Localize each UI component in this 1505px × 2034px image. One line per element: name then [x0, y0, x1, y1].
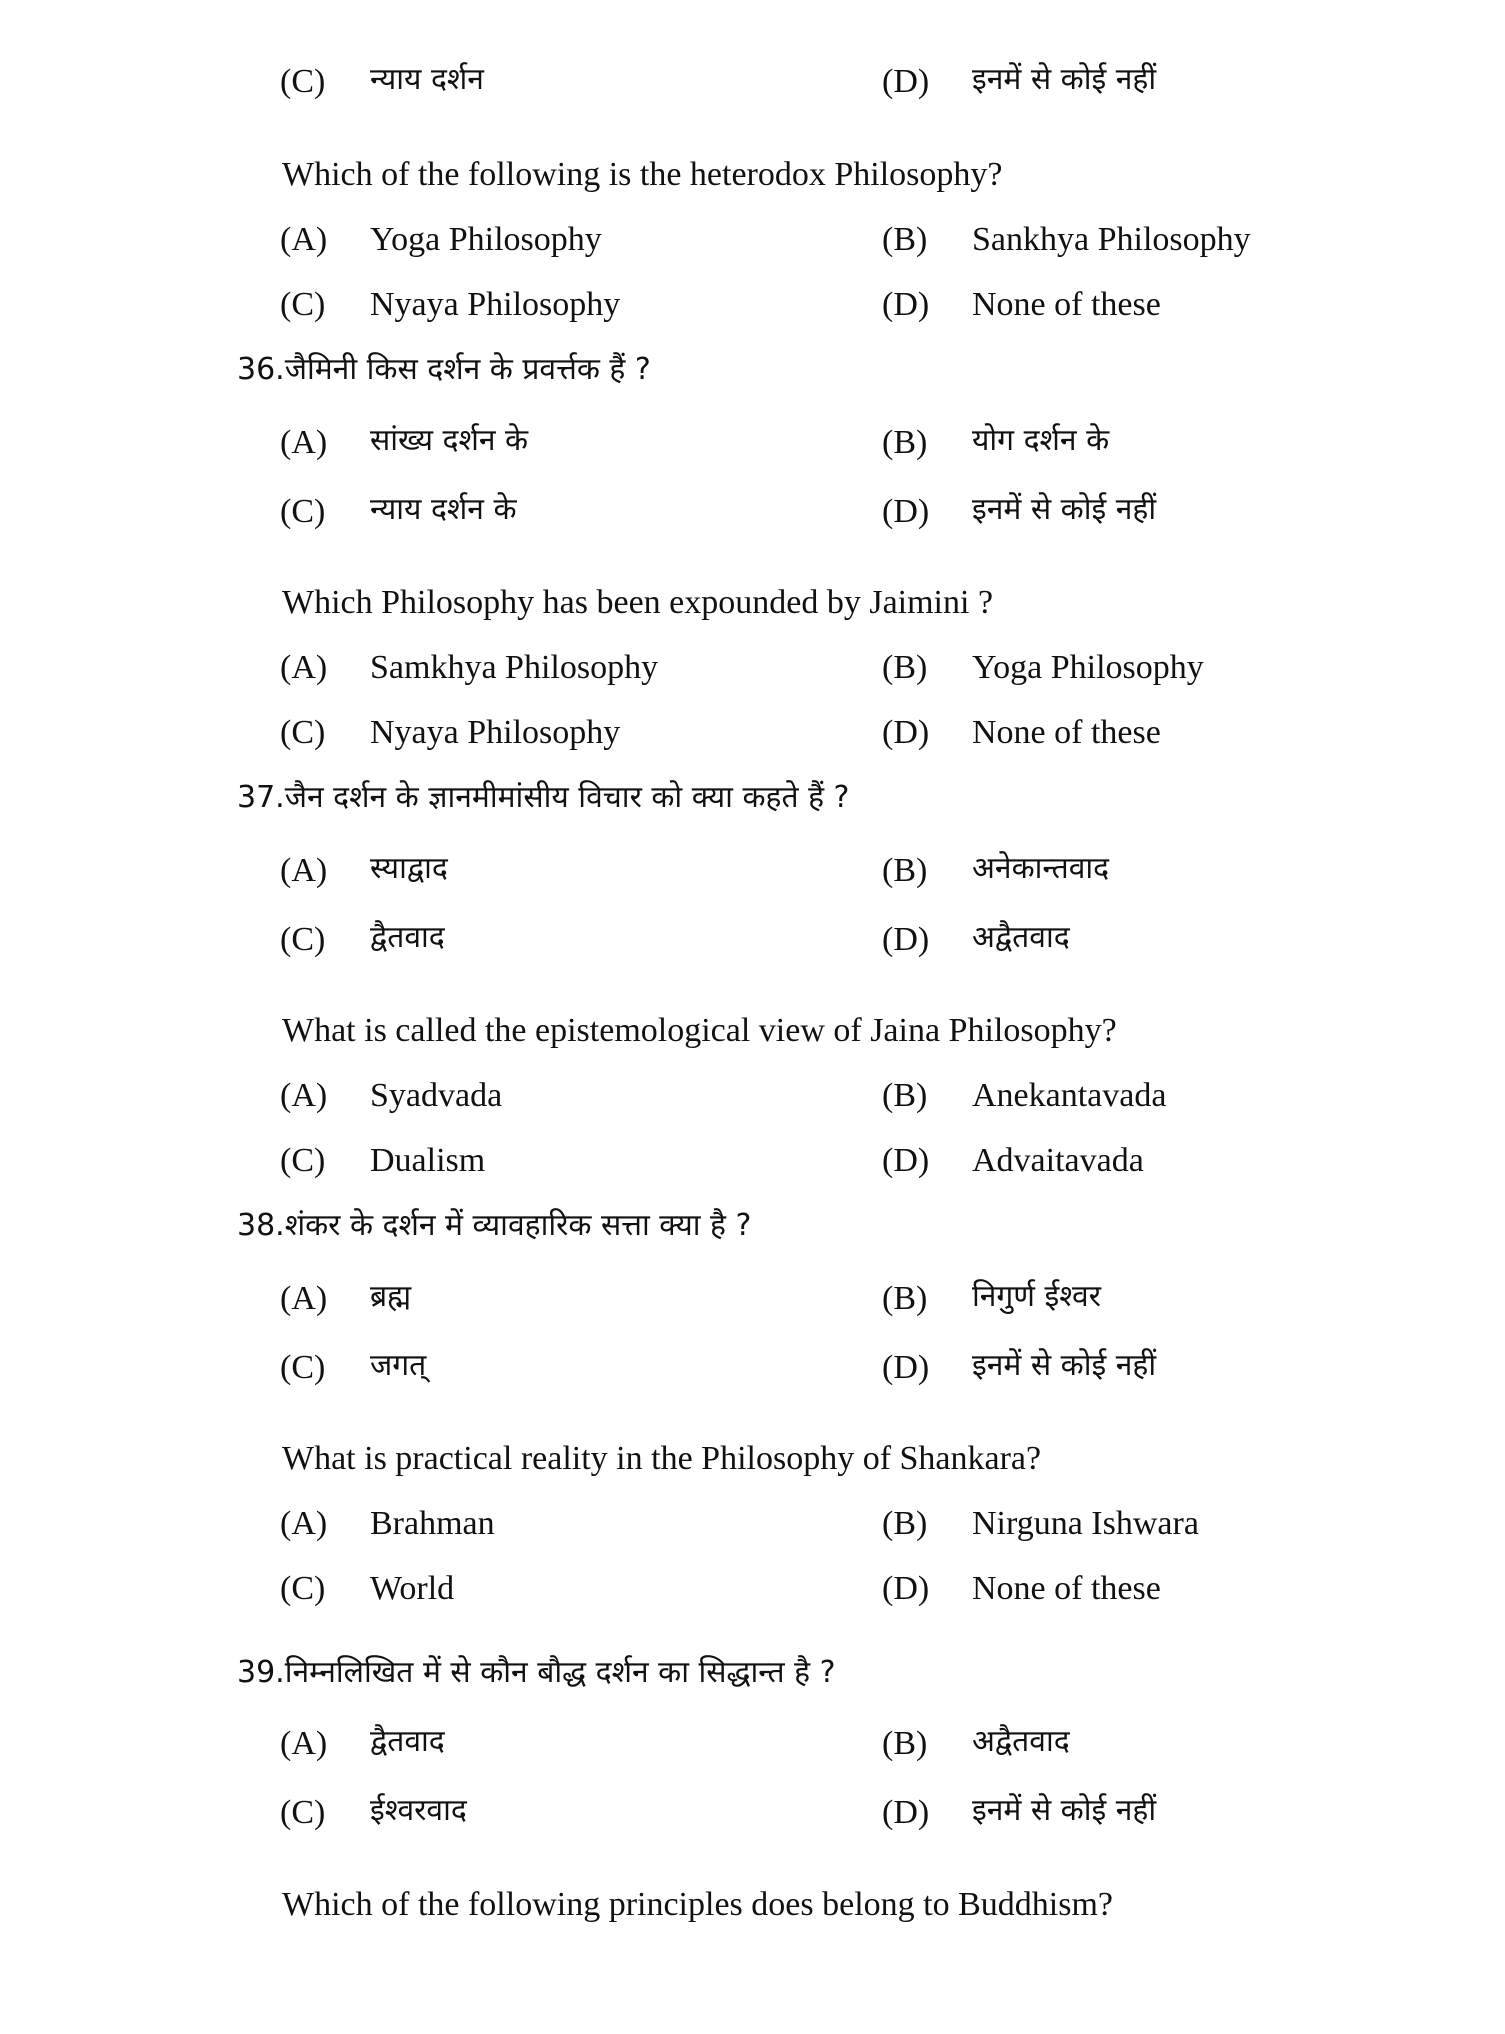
option-letter: (C)	[280, 1142, 326, 1179]
option-text: Anekantavada	[972, 1077, 1167, 1114]
question-text: Which of the following is the heterodox Philosophy?	[282, 156, 1003, 193]
option-text: Dualism	[370, 1142, 486, 1179]
option-letter: (A)	[280, 1725, 328, 1762]
option-row	[0, 1504, 1505, 1564]
option-text: इनमें से कोई नहीं	[972, 1348, 1157, 1383]
option-row	[0, 713, 1505, 773]
question-text: What is called the epistemological view of Jaina Philosophy?	[282, 1012, 1117, 1049]
question-row	[0, 1655, 1505, 1715]
option-letter: (B)	[882, 424, 928, 461]
option-row	[0, 1793, 1505, 1853]
option-text: Nyaya Philosophy	[370, 286, 621, 323]
option-letter: (B)	[882, 1280, 928, 1317]
option-letter: (C)	[280, 286, 326, 323]
option-text: अद्वैतवाद	[972, 920, 1070, 955]
question-text: 36.जैमिनी किस दर्शन के प्रवर्त्तक हैं ?	[237, 352, 651, 387]
option-letter: (A)	[280, 1077, 328, 1114]
question-row	[0, 1011, 1505, 1071]
option-letter: (D)	[882, 1142, 930, 1179]
option-row	[0, 1569, 1505, 1629]
option-row	[0, 285, 1505, 345]
option-text: द्वैतवाद	[370, 920, 445, 955]
option-row	[0, 1141, 1505, 1201]
option-letter: (D)	[882, 1349, 930, 1386]
option-text: None of these	[972, 1570, 1161, 1607]
option-letter: (C)	[280, 1794, 326, 1831]
option-text: Yoga Philosophy	[370, 221, 602, 258]
option-row	[0, 423, 1505, 483]
option-letter: (A)	[280, 424, 328, 461]
question-row	[0, 1439, 1505, 1499]
option-letter: (D)	[882, 1794, 930, 1831]
option-letter: (B)	[882, 1505, 928, 1542]
question-row	[0, 155, 1505, 215]
option-letter: (C)	[280, 921, 326, 958]
option-letter: (D)	[882, 63, 930, 100]
option-letter: (B)	[882, 852, 928, 889]
option-text: Advaitavada	[972, 1142, 1144, 1179]
option-row	[0, 851, 1505, 911]
option-text: अनेकान्तवाद	[972, 851, 1110, 886]
question-text: Which Philosophy has been expounded by Jaimini ?	[282, 584, 994, 621]
option-text: योग दर्शन के	[972, 423, 1110, 458]
option-letter: (D)	[882, 714, 930, 751]
option-letter: (D)	[882, 921, 930, 958]
option-text: द्वैतवाद	[370, 1724, 445, 1759]
option-text: स्याद्वाद	[370, 851, 448, 886]
question-text: Which of the following principles does belong to Buddhism?	[282, 1886, 1113, 1923]
question-row	[0, 1885, 1505, 1945]
option-text: Brahman	[370, 1505, 495, 1542]
option-letter: (C)	[280, 63, 326, 100]
option-letter: (A)	[280, 649, 328, 686]
option-row	[0, 1348, 1505, 1408]
option-text: अद्वैतवाद	[972, 1724, 1070, 1759]
option-letter: (C)	[280, 1349, 326, 1386]
option-letter: (B)	[882, 1077, 928, 1114]
option-row	[0, 920, 1505, 980]
option-text: Nyaya Philosophy	[370, 714, 621, 751]
option-letter: (B)	[882, 1725, 928, 1762]
question-row	[0, 352, 1505, 412]
option-row	[0, 648, 1505, 708]
option-text: इनमें से कोई नहीं	[972, 1793, 1157, 1828]
option-row	[0, 1279, 1505, 1339]
option-text: Yoga Philosophy	[972, 649, 1204, 686]
option-text: None of these	[972, 714, 1161, 751]
question-row	[0, 1208, 1505, 1268]
option-letter: (C)	[280, 1570, 326, 1607]
option-text: Syadvada	[370, 1077, 503, 1114]
option-text: None of these	[972, 286, 1161, 323]
question-row	[0, 780, 1505, 840]
option-text: Samkhya Philosophy	[370, 649, 659, 686]
option-letter: (C)	[280, 493, 326, 530]
option-text: निगुर्ण ईश्वर	[972, 1279, 1101, 1314]
option-text: Nirguna Ishwara	[972, 1505, 1199, 1542]
option-letter: (D)	[882, 493, 930, 530]
option-text: जगत्	[370, 1348, 427, 1383]
option-text: इनमें से कोई नहीं	[972, 492, 1157, 527]
question-row	[0, 583, 1505, 643]
option-letter: (D)	[882, 286, 930, 323]
option-letter: (B)	[882, 649, 928, 686]
option-text: ब्रह्म	[370, 1279, 412, 1314]
option-row	[0, 62, 1505, 122]
question-text: 39.निम्नलिखित में से कौन बौद्ध दर्शन का सिद्धान्त है ?	[237, 1655, 836, 1690]
option-row	[0, 1724, 1505, 1784]
option-letter: (A)	[280, 1280, 328, 1317]
option-text: न्याय दर्शन	[370, 62, 484, 97]
option-letter: (A)	[280, 1505, 328, 1542]
option-letter: (D)	[882, 1570, 930, 1607]
option-text: न्याय दर्शन के	[370, 492, 517, 527]
option-text: Sankhya Philosophy	[972, 221, 1251, 258]
question-text: What is practical reality in the Philosophy of Shankara?	[282, 1440, 1042, 1477]
option-text: इनमें से कोई नहीं	[972, 62, 1157, 97]
option-row	[0, 492, 1505, 552]
option-letter: (C)	[280, 714, 326, 751]
option-letter: (A)	[280, 852, 328, 889]
option-text: सांख्य दर्शन के	[370, 423, 529, 458]
question-text: 38.शंकर के दर्शन में व्यावहारिक सत्ता क्या है ?	[237, 1208, 752, 1243]
option-letter: (B)	[882, 221, 928, 258]
question-text: 37.जैन दर्शन के ज्ञानमीमांसीय विचार को क्या कहते हैं ?	[237, 780, 850, 815]
option-letter: (A)	[280, 221, 328, 258]
option-row	[0, 1076, 1505, 1136]
option-row	[0, 220, 1505, 280]
option-text: ईश्वरवाद	[370, 1793, 467, 1828]
option-text: World	[370, 1570, 455, 1607]
